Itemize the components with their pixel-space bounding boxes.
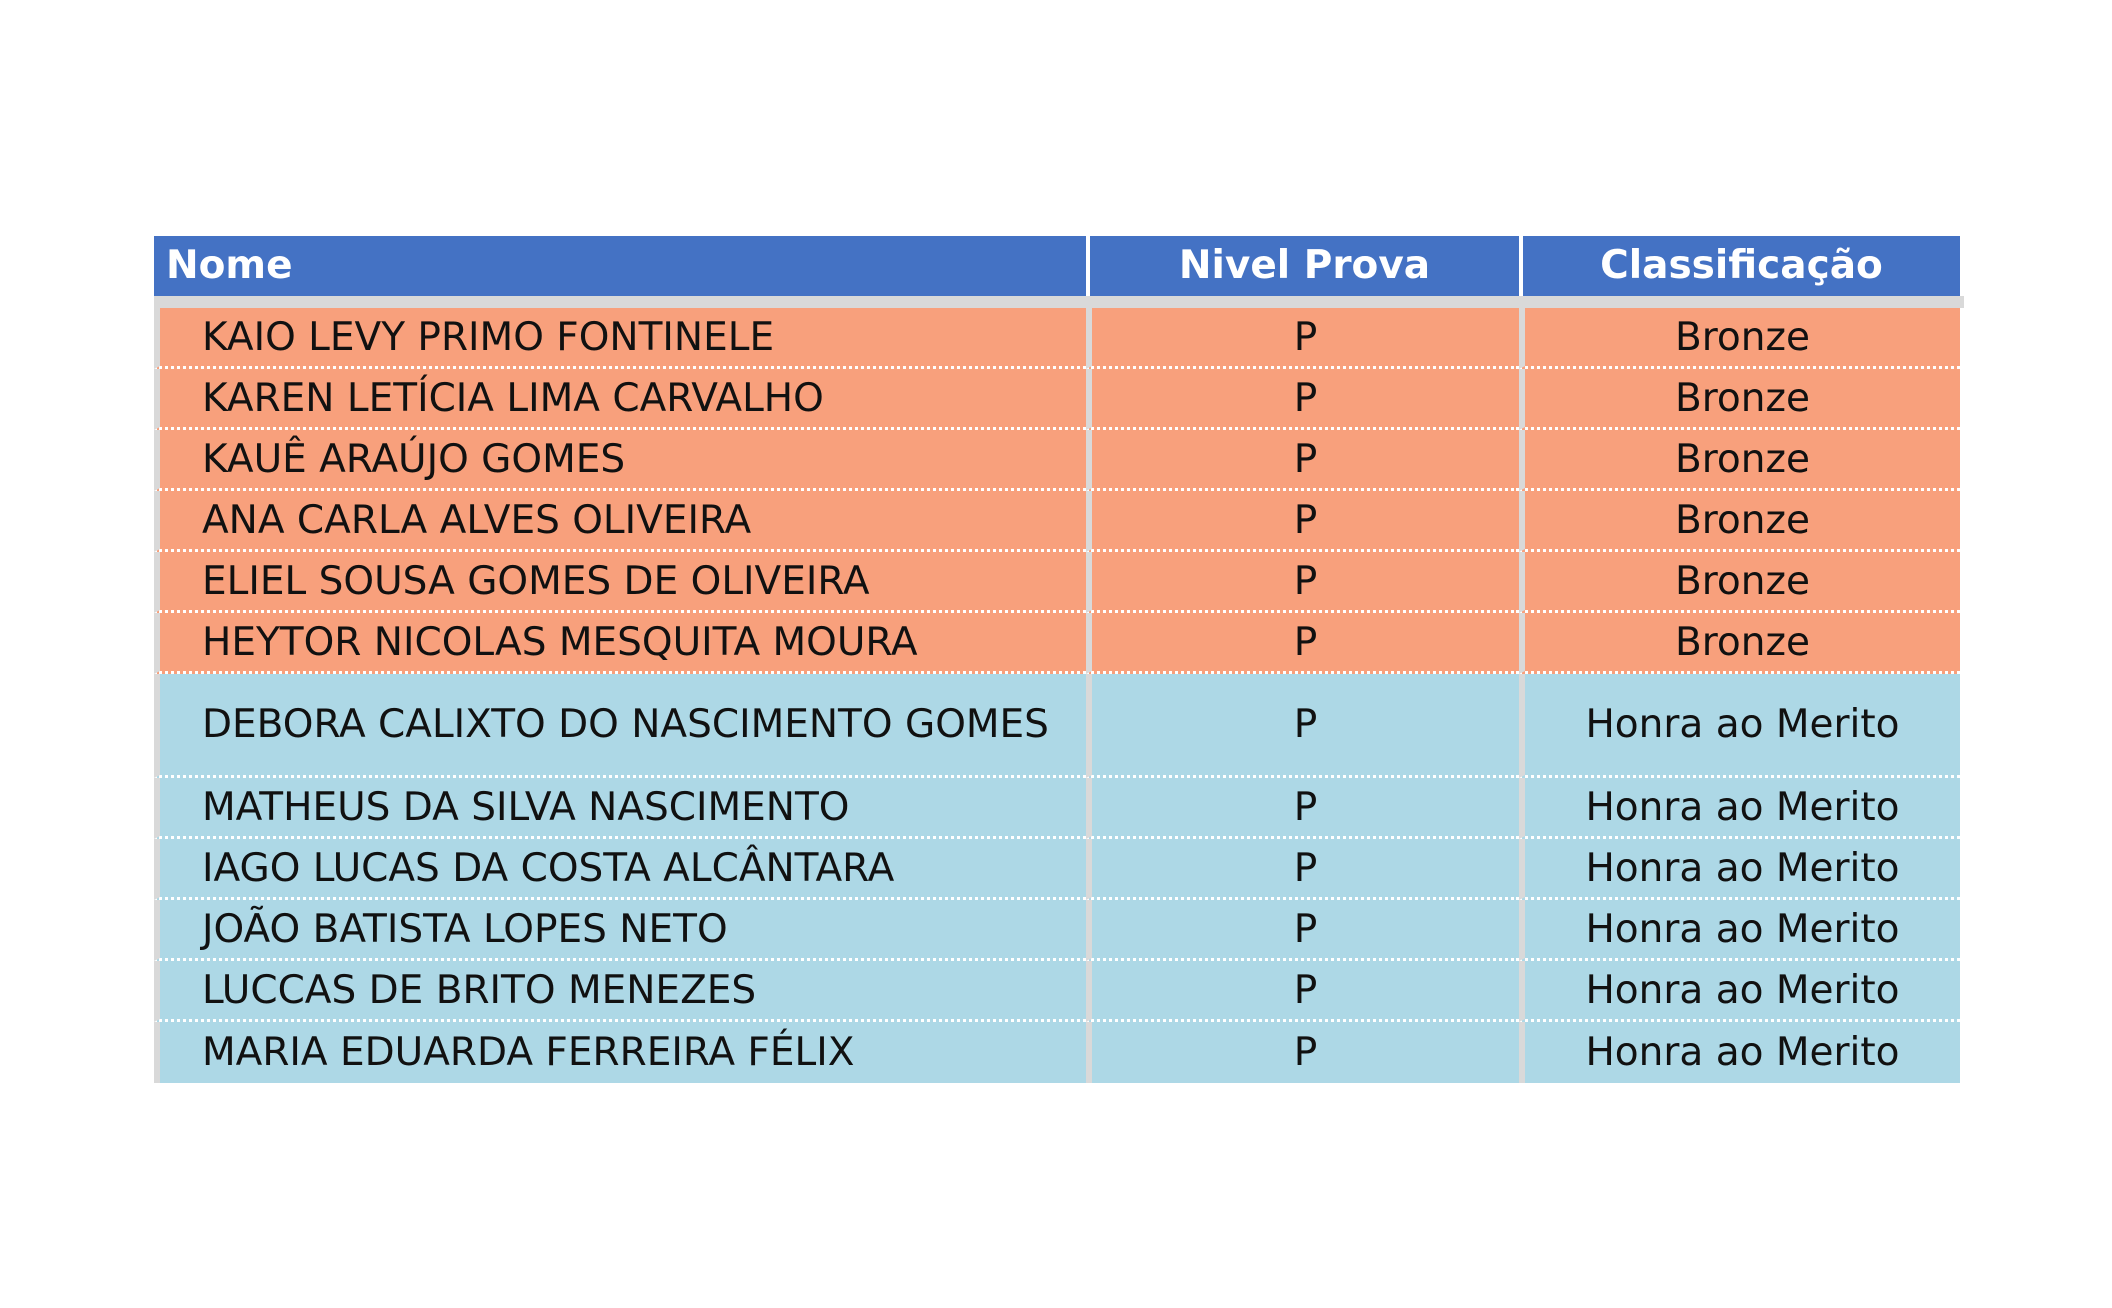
cell-nivel: P: [1086, 308, 1519, 369]
cell-nome: ELIEL SOUSA GOMES DE OLIVEIRA: [154, 552, 1086, 613]
header-gap: [154, 296, 1964, 308]
cell-classificacao: Honra ao Merito: [1519, 900, 1960, 961]
header-nivel-prova: Nivel Prova: [1090, 236, 1519, 296]
cell-classificacao: Bronze: [1519, 613, 1960, 674]
table-row: [154, 552, 1964, 613]
table-row: [154, 613, 1964, 674]
cell-nome: KAREN LETÍCIA LIMA CARVALHO: [154, 369, 1086, 430]
cell-nome: KAUÊ ARAÚJO GOMES: [154, 430, 1086, 491]
cell-nivel: P: [1086, 674, 1519, 778]
cell-classificacao: Bronze: [1519, 308, 1960, 369]
table-row: [154, 308, 1964, 369]
cell-classificacao: Honra ao Merito: [1519, 1022, 1960, 1083]
table-row: [154, 900, 1964, 961]
cell-nivel: P: [1086, 778, 1519, 839]
cell-classificacao: Honra ao Merito: [1519, 961, 1960, 1022]
header-classificacao: Classificação: [1523, 236, 1960, 296]
cell-nivel: P: [1086, 900, 1519, 961]
cell-nivel: P: [1086, 961, 1519, 1022]
cell-nivel: P: [1086, 552, 1519, 613]
cell-classificacao: Bronze: [1519, 369, 1960, 430]
cell-classificacao: Bronze: [1519, 552, 1960, 613]
cell-nome: JOÃO BATISTA LOPES NETO: [154, 900, 1086, 961]
cell-nome: KAIO LEVY PRIMO FONTINELE: [154, 308, 1086, 369]
cell-nome: LUCCAS DE BRITO MENEZES: [154, 961, 1086, 1022]
cell-nome: DEBORA CALIXTO DO NASCIMENTO GOMES: [154, 674, 1086, 778]
table-row: [154, 369, 1964, 430]
table-row: [154, 491, 1964, 552]
cell-classificacao: Honra ao Merito: [1519, 839, 1960, 900]
cell-nivel: P: [1086, 1022, 1519, 1083]
table-row: [154, 1022, 1964, 1083]
header-nome: Nome: [154, 236, 1086, 296]
cell-classificacao: Bronze: [1519, 491, 1960, 552]
cell-classificacao: Bronze: [1519, 430, 1960, 491]
cell-nivel: P: [1086, 430, 1519, 491]
cell-nome: HEYTOR NICOLAS MESQUITA MOURA: [154, 613, 1086, 674]
results-table: [154, 236, 1964, 1083]
table-header: [154, 236, 1964, 296]
cell-classificacao: Honra ao Merito: [1519, 674, 1960, 778]
table-row: [154, 961, 1964, 1022]
cell-nivel: P: [1086, 839, 1519, 900]
cell-nome: MATHEUS DA SILVA NASCIMENTO: [154, 778, 1086, 839]
cell-nivel: P: [1086, 613, 1519, 674]
cell-nome: ANA CARLA ALVES OLIVEIRA: [154, 491, 1086, 552]
cell-nome: MARIA EDUARDA FERREIRA FÉLIX: [154, 1022, 1086, 1083]
cell-nivel: P: [1086, 369, 1519, 430]
cell-nivel: P: [1086, 491, 1519, 552]
table-row: [154, 430, 1964, 491]
table-row: [154, 778, 1964, 839]
table-row: [154, 839, 1964, 900]
cell-classificacao: Honra ao Merito: [1519, 778, 1960, 839]
cell-nome: IAGO LUCAS DA COSTA ALCÂNTARA: [154, 839, 1086, 900]
table-row: [154, 674, 1964, 778]
